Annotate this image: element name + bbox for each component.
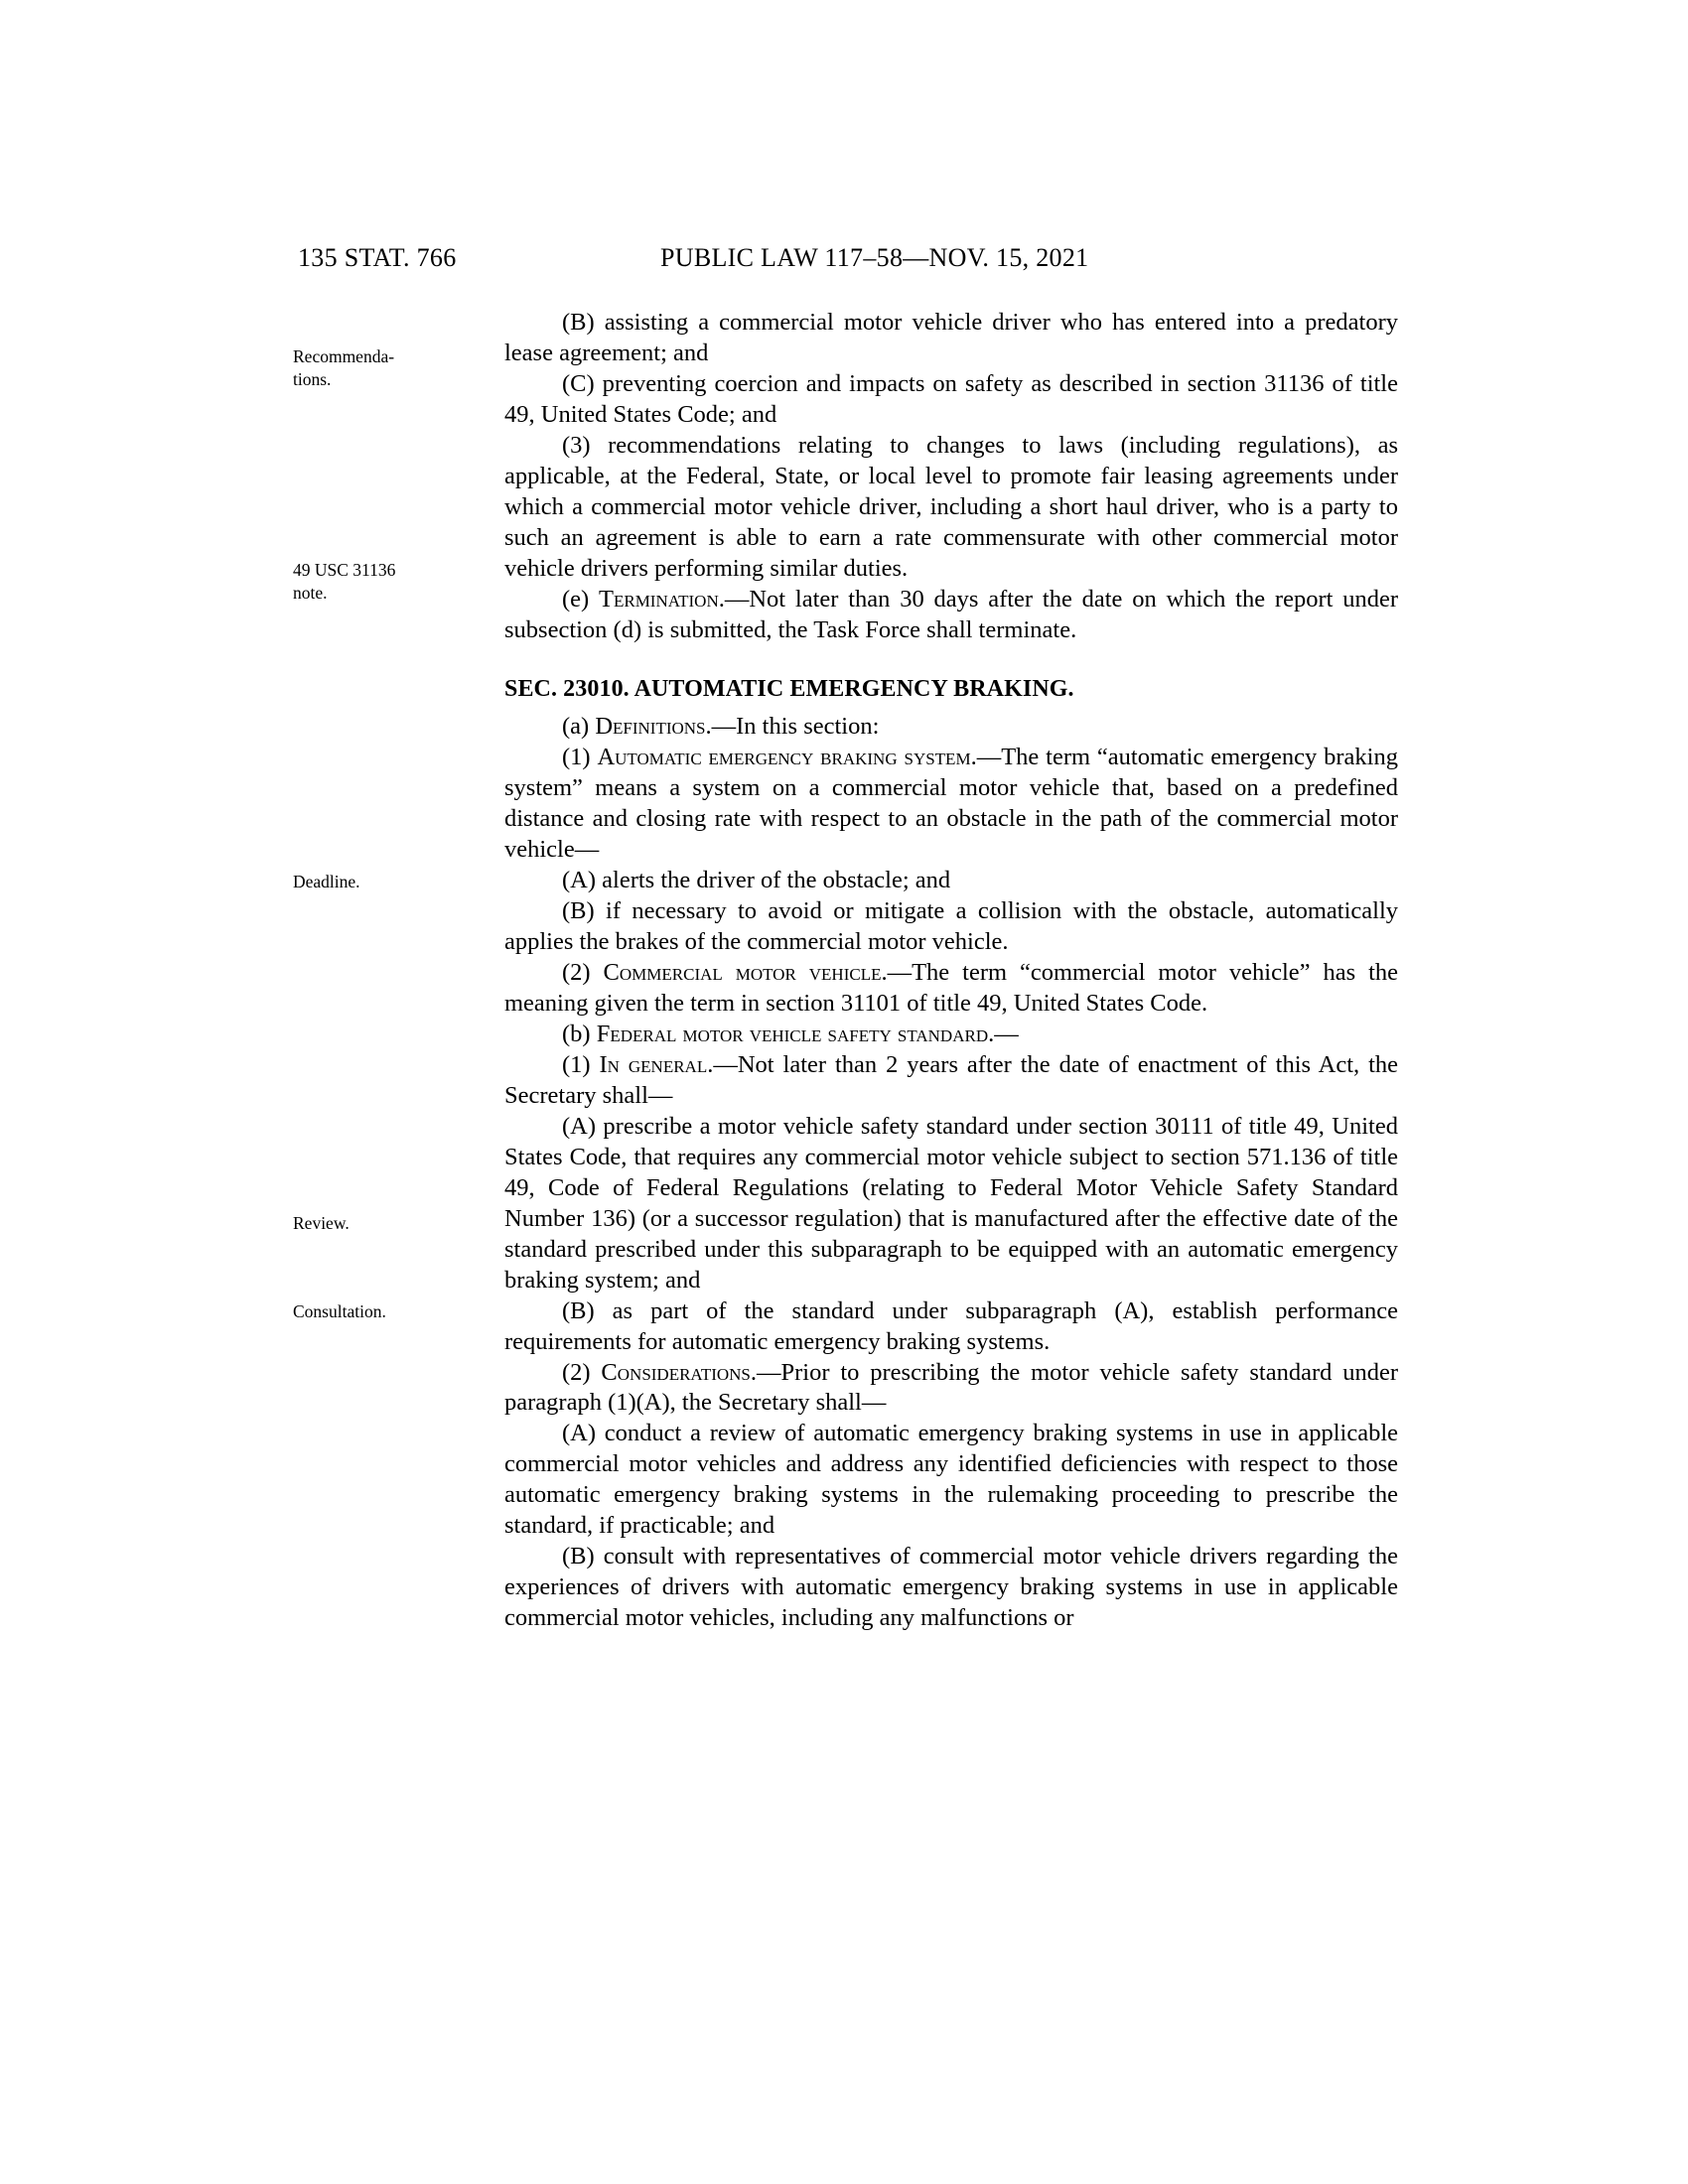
paragraph-1-aeb-system: (1) Automatic emergency braking system.—The term “automatic emergency braking system” means a system on a commercial motor vehicle that, based on a predefined distance and closing rate with respect to an obstacle in the path of the commercial motor vehicle—	[504, 743, 1398, 863]
paragraph-a-definitions: (a) Definitions.—In this section:	[562, 712, 880, 740]
paragraph-3: (3) recommendations relating to changes to laws (including regulations), as applicable, at the Federal, State, or local level to promote fair leasing agreements under which a commercial motor vehicle driver, including a short haul driver, who is a party to such an agreement is able to earn a rate commensurate with other commercial motor vehicle drivers performing similar duties.	[504, 431, 1398, 582]
public-law-title: PUBLIC LAW 117–58—NOV. 15, 2021	[660, 243, 1089, 272]
paragraph-b1b-performance: (B) as part of the standard under subparagraph (A), establish performance requirements for automatic emergency braking systems.	[504, 1297, 1398, 1355]
margin-note-line: Deadline.	[293, 872, 360, 891]
margin-note-consultation	[293, 1300, 386, 1323]
statute-page-number: 135 STAT. 766	[298, 243, 457, 272]
paragraph-b-fmvss: (b) Federal motor vehicle safety standard.—	[562, 1020, 1019, 1047]
section-heading: SEC. 23010. AUTOMATIC EMERGENCY BRAKING.	[504, 675, 1074, 702]
margin-note-deadline	[293, 871, 360, 893]
paragraph-b1-in-general: (1) In general.—Not later than 2 years after the date of enactment of this Act, the Secretary shall—	[504, 1050, 1398, 1109]
paragraph-1b-brakes: (B) if necessary to avoid or mitigate a collision with the obstacle, automatically applies the brakes of the commercial motor vehicle.	[504, 896, 1398, 955]
margin-note-line: Consultation.	[293, 1301, 386, 1321]
margin-note-review	[293, 1212, 350, 1235]
margin-note-line: tions.	[293, 369, 332, 390]
paragraph-e-termination: (e) Termination.—Not later than 30 days after the date on which the report under subsection (d) is submitted, the Task Force shall terminate.	[504, 585, 1398, 643]
paragraph-b2a-review: (A) conduct a review of automatic emergency braking systems in use in applicable commercial motor vehicles and address any identified deficiencies with respect to those automatic emergency braking systems in the rulemaking proceeding to prescribe the standard, if practicable; and	[504, 1420, 1398, 1540]
paragraph-2-cmv: (2) Commercial motor vehicle.—The term “commercial motor vehicle” has the meaning given the term in section 31101 of title 49, United States Code.	[504, 958, 1399, 1017]
margin-note-usc	[293, 559, 395, 605]
main-text-column	[504, 308, 1398, 1634]
margin-note-recommendations	[293, 345, 394, 391]
paragraph-b2-considerations: (2) Considerations.—Prior to prescribing the motor vehicle safety standard under paragraph (1)(A), the Secretary shall—	[504, 1358, 1398, 1417]
paragraph-1a-alerts: (A) alerts the driver of the obstacle; and	[562, 866, 951, 893]
margin-note-line: Recommenda-	[293, 346, 395, 366]
margin-note-line: note.	[293, 583, 328, 604]
margin-note-line: 49 USC 31136	[293, 560, 396, 580]
paragraph-b1a-prescribe: (A) prescribe a motor vehicle safety standard under section 30111 of title 49, United States Code, that requires any commercial motor vehicle subject to section 571.136 of title 49, Code of Federal Regulations (relating to Federal Motor Vehicle Safety Standard Number 136) (or a successor regulation) that is manufactured after the effective date of the standard prescribed under this subparagraph to be equipped with an automatic emergency braking system; and	[504, 1112, 1398, 1294]
margin-note-line: Review.	[293, 1213, 350, 1233]
paragraph-b2b-consult: (B) consult with representatives of commercial motor vehicle drivers regarding the experiences of drivers with automatic emergency braking systems in use in applicable commercial motor vehicles, including any malfunctions or	[504, 1543, 1398, 1632]
paragraph-c: (C) preventing coercion and impacts on safety as described in section 31136 of title 49, United States Code; and	[504, 369, 1398, 428]
page-header	[298, 243, 1410, 277]
paragraph-b: (B) assisting a commercial motor vehicle driver who has entered into a predatory lease agreement; and	[504, 309, 1398, 366]
